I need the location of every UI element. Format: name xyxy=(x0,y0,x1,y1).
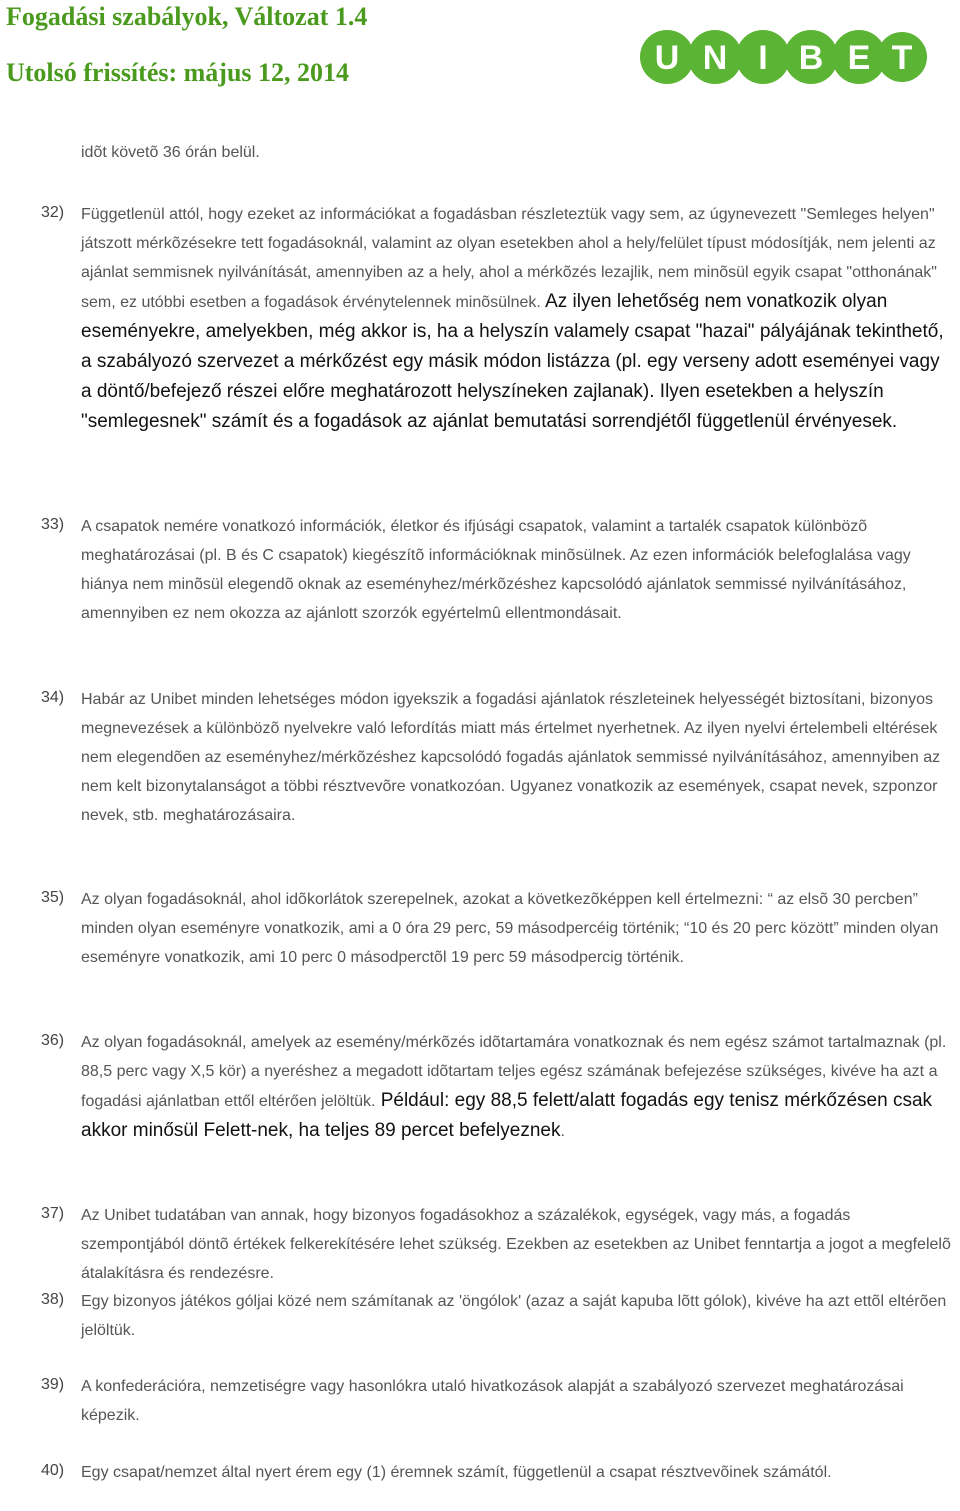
rule-body: A csapatok nemére vonatkozó információk, életkor és ifjúsági csapatok, valamint a tartalék csapatok különbözõ meghatározásai (pl. B és C csapatok) kiegészítõ információknak minõsülnek. Az ezen információk belefoglalása vagy hiánya nem minõsül elegendõ oknak az eseményhez/mérkõzéshez kapcsolódó ajánlatok semmissé nyilvánításához, amennyiben ez nem okozza az ajánlott szorzók egyértelmû ellentmondásait. xyxy=(81,518,911,622)
rule-body: Habár az Unibet minden lehetséges módon igyekszik a fogadási ajánlatok részleteinek helyességét biztosítani, bizonyos megnevezések a különbözõ nyelvekre való lefordítás miatt más értelmet nyerhetnek. Az ilyen nyelvi értelembeli eltérések nem elegendõen az eseményhez/mérkõzéshez kapcsolódó fogadás ajánlatok semmissé nyilvánításához, amennyiben az nem kelt bizonytalanságot a többi résztvevõre vonatkozóan. Ugyanez vonatkozik az események, csapat nevek, szponzor nevek, stb. meghatározásaira. xyxy=(81,691,941,824)
rule-number: 33) xyxy=(41,516,65,533)
rule-number: 32) xyxy=(41,204,65,221)
rule-emphasis: Az ilyen lehetőség nem vonatkozik olyan eseményekre, amelyekben, még akkor is, ha a helyszín valamely csapat "hazai" pályájának tekinthető, a szabályozó szervezet a mérkőzést egy másik módon listázza (pl. egy verseny adott eseményei vagy a döntő/befejező részei előre meghatározott helyszíneken zajlanak). Ilyen esetekben a helyszín "semlegesnek" számít és a fogadások az ajánlat bemutatási sorrendjétől függetlenül érvényesek. xyxy=(81,291,944,432)
svg-text:I: I xyxy=(758,39,768,77)
rule-number: 38) xyxy=(41,1291,65,1308)
rule-body: A konfederációra, nemzetiségre vagy hasonlókra utaló hivatkozások alapját a szabályozó szervezet meghatározásai képezik. xyxy=(81,1378,904,1424)
continuation-text: idõt követõ 36 órán belül. xyxy=(81,144,260,161)
rule-number: 40) xyxy=(41,1462,65,1479)
rule-number: 34) xyxy=(41,689,65,706)
svg-text:B: B xyxy=(798,39,824,77)
svg-text:N: N xyxy=(702,39,728,77)
document-title: Fogadási szabályok, Változat 1.4 xyxy=(6,2,368,31)
rule-text xyxy=(81,885,951,972)
rule-body: Egy bizonyos játékos góljai közé nem számítanak az 'öngólok' (azaz a saját kapuba lõtt gólok), kivéve ha azt ettõl eltérõen jelöltük. xyxy=(81,1293,947,1339)
last-updated: Utolsó frissítés: május 12, 2014 xyxy=(6,58,350,87)
rule-text xyxy=(81,200,951,437)
rule-body: Az olyan fogadásoknál, amelyek az esemény/mérkõzés idõtartamára vonatkoznak és nem egész számot tartalmaznak (pl. 88,5 perc vagy X,5 kör) a nyeréshez a megadott idõtartam teljes egész számának befejezése szükséges, kivéve ha azt a fogadási ajánlatban ettől eltérően jelöltük. xyxy=(81,1034,947,1110)
rule-body: Függetlenül attól, hogy ezeket az információkat a fogadásban részleteztük vagy sem, az úgynevezett "Semleges helyen" játszott mérkõzésekre tett fogadásoknál, valamint az olyan esetekben ahol a hely/felület típust módosítják, nem jelenti az ajánlat semmisnek nyilvánítását, amennyiben az a hely, ahol a mérkõzés lezajlik, nem minõsül egyik csapat "otthonának" sem, ez utóbbi esetben a fogadások érvénytelennek minõsülnek. xyxy=(81,206,937,311)
svg-text:T: T xyxy=(891,39,913,77)
rule-number: 36) xyxy=(41,1032,65,1049)
svg-text:E: E xyxy=(847,39,871,77)
rule-body: Egy csapat/nemzet által nyert érem egy (1) éremnek számít, függetlenül a csapat résztvevõinek számától. xyxy=(81,1464,832,1481)
rule-text xyxy=(81,1287,951,1345)
rule-body: Az olyan fogadásoknál, ahol idõkorlátok szerepelnek, azokat a következõképpen kell értelmezni: “ az elsõ 30 percben” minden olyan eseményre vonatkozik, ami a 0 óra 29 perc, 59 másodpercéig történik; “10 és 20 perc között” minden olyan eseményre vonatkozik, ami 10 perc 0 másodperctõl 19 perc 59 másodpercig történik. xyxy=(81,891,939,966)
rule-text xyxy=(81,1372,951,1430)
rule-number: 39) xyxy=(41,1376,65,1393)
rule-number: 37) xyxy=(41,1205,65,1222)
rule-text xyxy=(81,685,951,830)
rule-text xyxy=(81,1028,951,1146)
rule-emphasis: Például: egy 88,5 felett/alatt fogadás egy tenisz mérkőzésen csak akkor minősül Felett-nek, ha teljes 89 percet befelyeznek xyxy=(81,1090,933,1141)
rule-text xyxy=(81,1458,951,1487)
svg-text:U: U xyxy=(654,39,680,77)
rule-body: Az Unibet tudatában van annak, hogy bizonyos fogadásokhoz a százalékok, egységek, vagy más, a fogadás szempontjából döntõ értékek felkerekítésére lehet szükség. Ezekben az esetekben az Unibet fenntartja a jogot a megfelelõ átalakításra és rendezésre. xyxy=(81,1207,951,1282)
rule-tail: . xyxy=(560,1123,565,1140)
rule-text xyxy=(81,1201,951,1288)
rule-text xyxy=(81,512,951,628)
rule-number: 35) xyxy=(41,889,65,906)
unibet-logo xyxy=(638,28,928,86)
